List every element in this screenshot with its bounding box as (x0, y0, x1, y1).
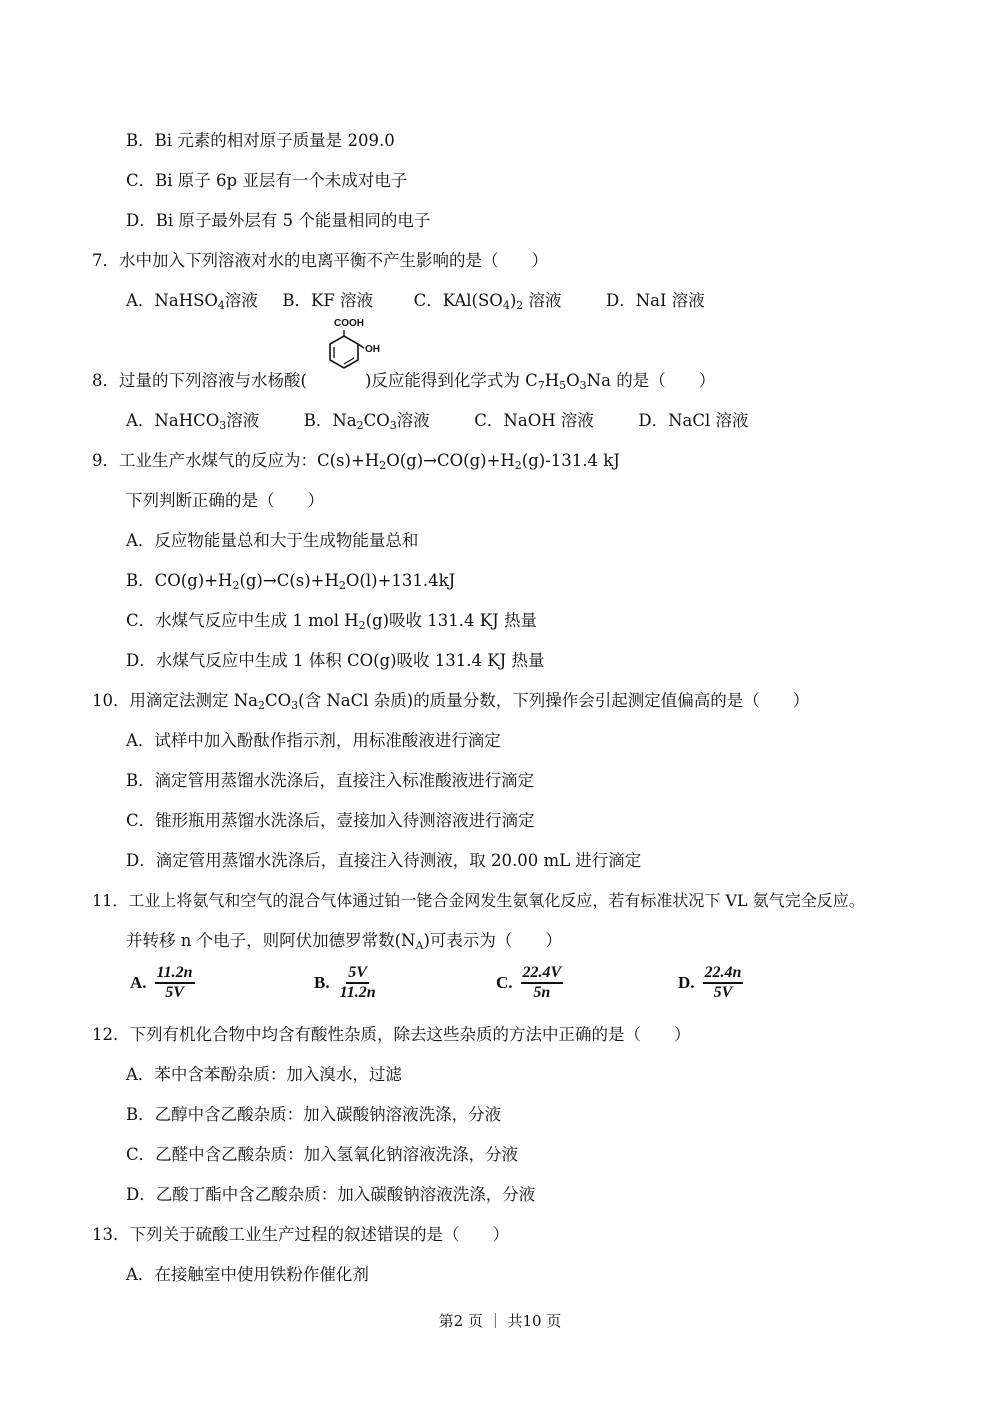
q11-option-c: C. $\frac{22.4V}{5n}$ (496, 964, 562, 1001)
q12-option-b: B．乙醇中含乙酸杂质：加入碳酸钠溶液洗涤，分液 (126, 1105, 502, 1124)
q10-option-b: B．滴定管用蒸馏水洗涤后，直接注入标准酸液进行滴定 (126, 771, 535, 790)
q8-options (126, 410, 749, 432)
q11-option-a: A. $\frac{11.2n}{5V}$ (130, 964, 193, 1001)
q7-stem: 7．水中加入下列溶液对水的电离平衡不产生影响的是（ ） (92, 251, 548, 270)
q11-options (130, 964, 770, 1010)
oh-label: OH (365, 344, 380, 355)
q10-option-d: D．滴定管用蒸馏水洗涤后，直接注入待测液，取 20.00 mL 进行滴定 (126, 851, 642, 870)
q7-option-d: D．NaI 溶液 (606, 291, 705, 310)
q6-option-b: B．Bi 元素的相对原子质量是 209.0 (126, 131, 395, 150)
q12-option-a: A．苯中含苯酚杂质：加入溴水，过滤 (126, 1065, 402, 1084)
q9-stem: 9．工业生产水煤气的反应为：$C(s)+H_2O(g)\to CO(g)+H_2(g)-131.4$ kJ (92, 451, 620, 472)
q7-options (126, 290, 705, 312)
q10-option-c: C．锥形瓶用蒸馏水洗涤后，壹接加入待测溶液进行滴定 (126, 811, 535, 830)
q10-stem: 10．用滴定法测定 $Na_2CO_3$(含 NaCl 杂质)的质量分数，下列操作会引起测定值偏高的是（ ） (92, 691, 810, 712)
q6-option-d: D．Bi 原子最外层有 5 个能量相同的电子 (126, 211, 431, 230)
q13-option-a: A．在接触室中使用铁粉作催化剂 (126, 1265, 369, 1284)
q8-stem: 8．过量的下列溶液与水杨酸( )反应能得到化学式为 $C_7H_5O_3Na$ 的是（ ） (92, 371, 716, 392)
q13-stem: 13．下列关于硫酸工业生产过程的叙述错误的是（ ） (92, 1225, 509, 1244)
q12-option-d: D．乙酸丁酯中含乙酸杂质：加入碳酸钠溶液洗涤，分液 (126, 1185, 536, 1204)
page-footer: 第2 页 ｜ 共10 页 (438, 1312, 562, 1330)
q9-option-a: A．反应物能量总和大于生成物能量总和 (126, 531, 419, 550)
q8-option-d: D．NaCl 溶液 (638, 411, 749, 430)
q12-option-c: C．乙醛中含乙酸杂质：加入氢氧化钠溶液洗涤，分液 (126, 1145, 519, 1164)
q11-option-d: D. $\frac{22.4n}{5V}$ (678, 964, 742, 1001)
q9-stem-2: 下列判断正确的是（ ） (126, 491, 324, 510)
q7-option-a: A．NaHSO$_4$溶液 (126, 291, 258, 312)
q7-option-b: B．KF 溶液 (282, 291, 374, 310)
q12-stem: 12．下列有机化合物中均含有酸性杂质，除去这些杂质的方法中正确的是（ ） (92, 1025, 691, 1044)
q9-option-c: C．水煤气反应中生成 1 mol $H_2(g)$吸收 131.4 KJ 热量 (126, 611, 537, 632)
q7-option-c: C．$KAl(SO_4)_2$ 溶液 (413, 291, 562, 312)
q8-option-a: A．NaHCO$_3$溶液 (126, 411, 260, 432)
q8-option-c: C．NaOH 溶液 (474, 411, 594, 430)
q11-stem-2: 并转移 n 个电子，则阿伏加德罗常数$(N_A)$可表示为（ ） (126, 931, 562, 952)
q8-option-b: B．$Na_2CO_3$溶液 (303, 411, 430, 432)
q10-option-a: A．试样中加入酚酞作指示剂，用标准酸液进行滴定 (126, 731, 501, 750)
q6-option-c: C．Bi 原子 6p 亚层有一个未成对电子 (126, 171, 408, 190)
q11-stem: 11．工业上将氨气和空气的混合气体通过铂一铑合金网发生氨氧化反应，若有标准状况下 VL 氨气完全反应。 (92, 891, 865, 910)
q9-option-b: B．$CO(g)+H_2(g)\to C(s)+H_2O(l)+131.4kJ$ (126, 571, 456, 592)
q11-option-b: B. $\frac{5V}{11.2n}$ (314, 964, 376, 1001)
q9-option-d: D．水煤气反应中生成 1 体积 CO(g)吸收 131.4 KJ 热量 (126, 651, 545, 670)
cooh-label: COOH (334, 318, 364, 329)
